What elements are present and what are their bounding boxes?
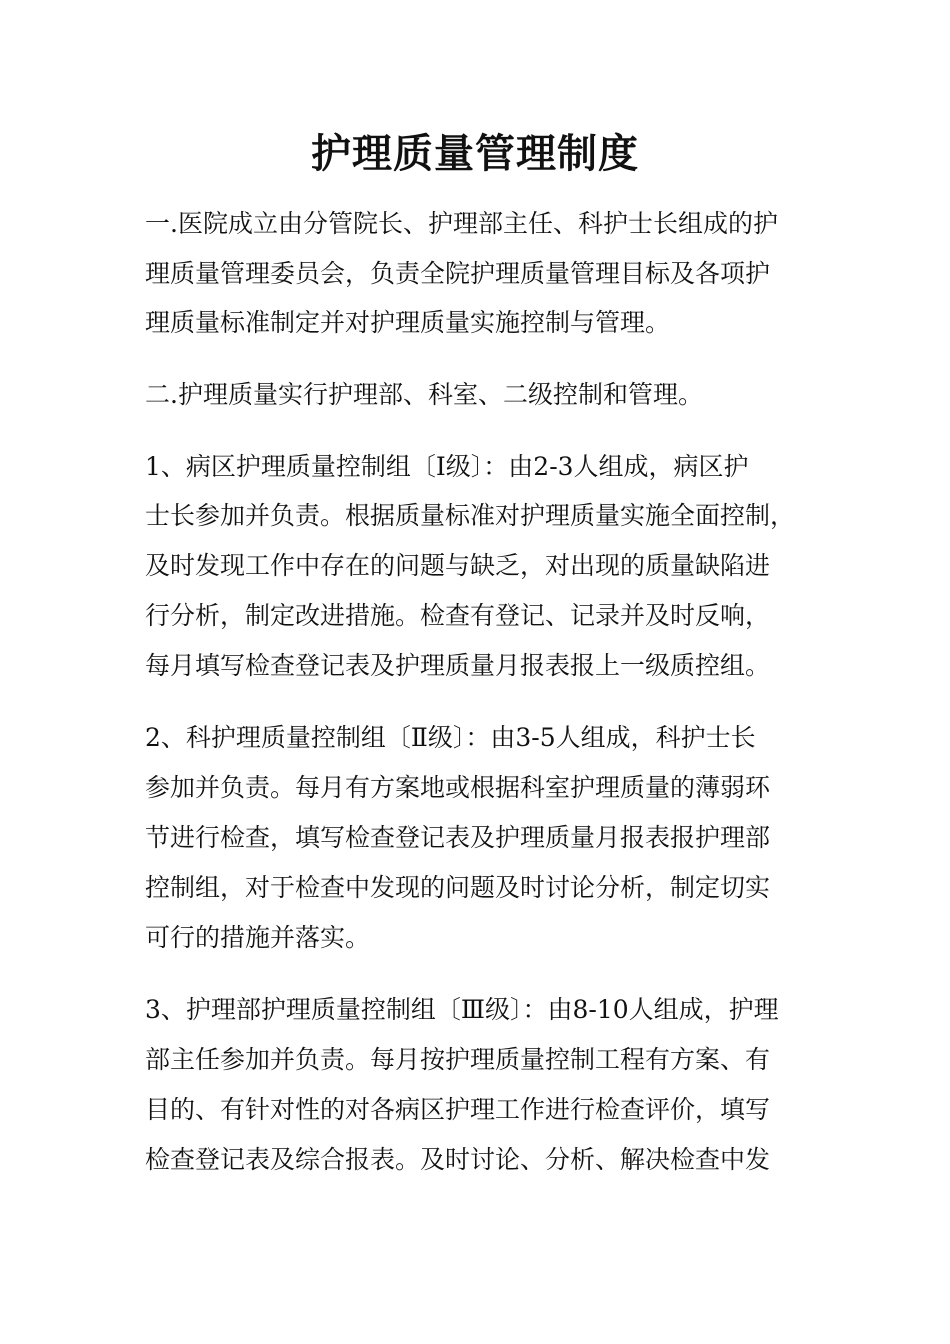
item-3-line-3: 目的、有针对性的对各病区护理工作进行检查评价，填写: [145, 1095, 771, 1124]
document-title: 护理质量管理制度: [311, 130, 639, 177]
item-1-line-1: 1、病区护理质量控制组〔Ⅰ级〕：由2-3人组成，病区护: [145, 452, 749, 481]
paragraph-1-line-3: 理质量标准制定并对护理质量实施控制与管理。: [145, 308, 671, 337]
item-1-line-5: 每月填写检查登记表及护理质量月报表报上一级质控组。: [145, 651, 771, 680]
item-3-line-1: 3、护理部护理质量控制组〔Ⅲ级〕：由8-10人组成，护理: [145, 995, 779, 1024]
item-1-line-4: 行分析，制定改进措施。检查有登记、记录并及时反响，: [145, 601, 771, 630]
item-2-line-4: 控制组，对于检查中发现的问题及时讨论分析，制定切实: [145, 873, 771, 902]
paragraph-2-line-1: 二.护理质量实行护理部、科室、二级控制和管理。: [145, 380, 703, 409]
paragraph-1-line-1: 一.医院成立由分管院长、护理部主任、科护士长组成的护: [145, 209, 778, 238]
item-2-line-3: 节进行检查，填写检查登记表及护理质量月报表报护理部: [145, 823, 771, 852]
item-3-line-4: 检查登记表及综合报表。及时讨论、分析、解决检查中发: [145, 1145, 771, 1174]
paragraph-1-line-2: 理质量管理委员会，负责全院护理质量管理目标及各项护: [145, 259, 771, 288]
item-3-line-2: 部主任参加并负责。每月按护理质量控制工程有方案、有: [145, 1045, 771, 1074]
item-2-line-1: 2、科护理质量控制组〔Ⅱ级〕：由3-5人组成，科护士长: [145, 723, 756, 752]
item-1-line-3: 及时发现工作中存在的问题与缺乏，对出现的质量缺陷进: [145, 551, 771, 580]
item-2-line-2: 参加并负责。每月有方案地或根据科室护理质量的薄弱环: [145, 773, 771, 802]
item-1-line-2: 士长参加并负责。根据质量标准对护理质量实施全面控制，: [145, 501, 796, 530]
item-2-line-5: 可行的措施并落实。: [145, 923, 371, 952]
